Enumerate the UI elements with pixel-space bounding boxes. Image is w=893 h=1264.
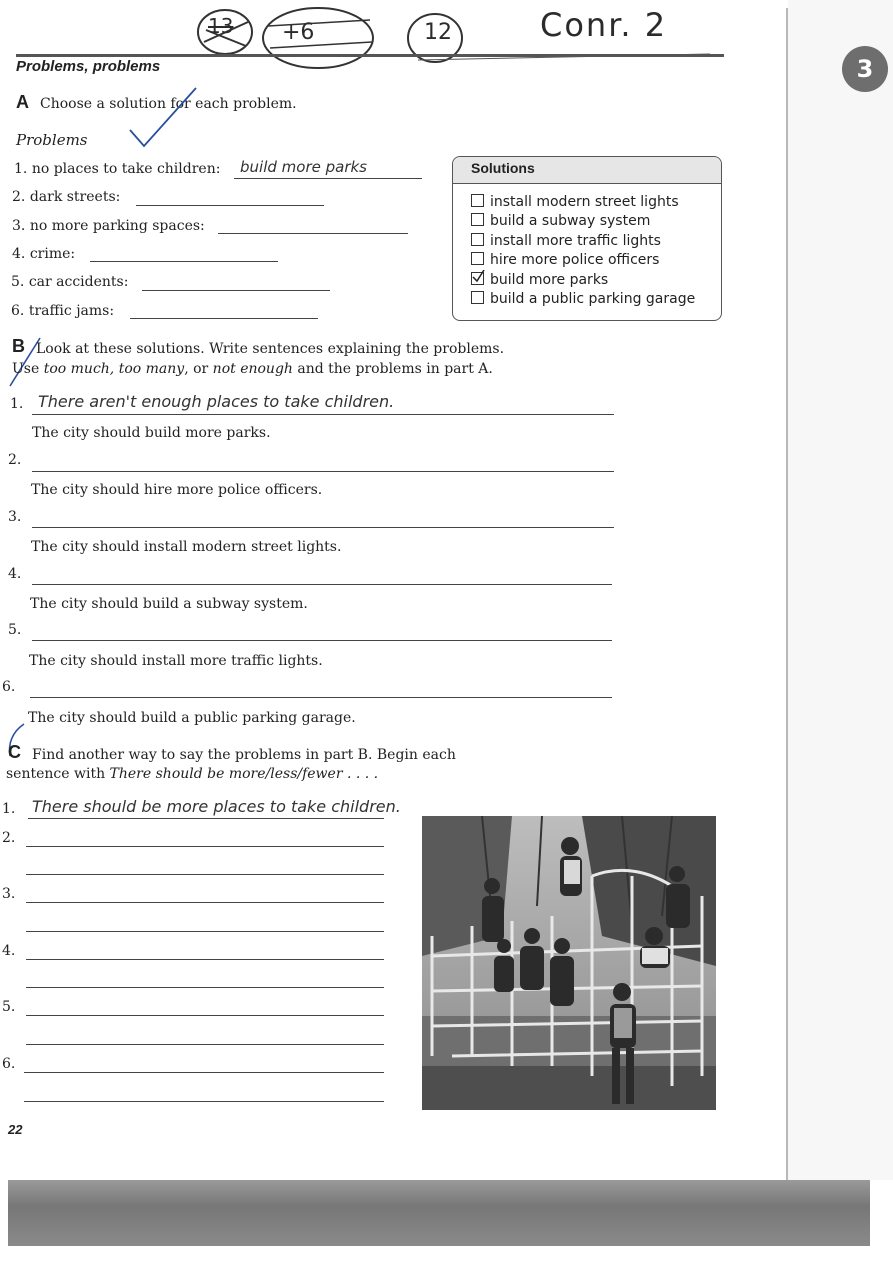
page-edge <box>786 8 788 1180</box>
b-item-1-answer: There aren't enough places to take children. <box>38 392 395 411</box>
section-c-letter: C <box>8 742 21 762</box>
b-item-2-solution: The city should hire more police officers. <box>31 482 323 498</box>
scan-shadow-band <box>8 1180 870 1246</box>
c-item-2-line-b[interactable] <box>26 874 384 875</box>
problem-2-answer-line[interactable] <box>136 205 324 206</box>
c-item-6-line-b[interactable] <box>24 1101 384 1102</box>
problem-1: 1. no places to take children: <box>14 161 221 177</box>
checkbox[interactable] <box>471 213 484 226</box>
c-item-3-line-a[interactable] <box>26 902 384 903</box>
c-item-1-line[interactable] <box>28 818 384 819</box>
c-item-4-num: 4. <box>2 943 16 959</box>
adjacent-page-margin <box>788 0 893 1180</box>
c-item-6-num: 6. <box>2 1056 16 1072</box>
section-c-instruction-line2: sentence with There should be more/less/fewer . . . . <box>6 766 379 782</box>
check-mark-icon <box>128 86 200 150</box>
b-item-1-solution: The city should build more parks. <box>32 425 271 441</box>
solutions-header <box>453 157 721 184</box>
b-item-6-line[interactable] <box>30 697 612 698</box>
checkbox[interactable] <box>471 252 484 265</box>
solutions-box <box>452 156 722 321</box>
b-item-3-num: 3. <box>8 509 22 525</box>
solution-item[interactable]: hire more police officers <box>471 252 659 268</box>
c-item-4-line-b[interactable] <box>26 987 384 988</box>
b-item-5-line[interactable] <box>32 640 612 641</box>
problem-5-answer-line[interactable] <box>142 290 330 291</box>
hand-score-3: 12 <box>424 20 452 45</box>
b-item-4-line[interactable] <box>32 584 612 585</box>
b-item-5-num: 5. <box>8 622 22 638</box>
checkbox-checked[interactable] <box>471 272 484 285</box>
checkbox[interactable] <box>471 194 484 207</box>
checkbox[interactable] <box>471 291 484 304</box>
b-item-2-line[interactable] <box>32 471 614 472</box>
problems-heading: Problems <box>16 131 88 149</box>
hand-score-2: +6 <box>282 20 315 45</box>
problem-1-answer-line[interactable] <box>234 178 422 179</box>
problem-4: 4. crime: <box>12 246 76 262</box>
b-item-1-num: 1. <box>10 396 24 412</box>
c-item-5-num: 5. <box>2 999 16 1015</box>
problem-5: 5. car accidents: <box>11 274 129 290</box>
section-a-instruction: Choose a solution for each problem. <box>40 96 297 112</box>
solution-item[interactable]: build a subway system <box>471 213 650 229</box>
c-item-3-line-b[interactable] <box>26 931 384 932</box>
checkmark-icon <box>472 270 485 283</box>
unit-number-badge: 3 <box>842 46 888 92</box>
page-number: 22 <box>8 1122 23 1137</box>
section-a-letter: A <box>16 92 29 112</box>
section-b-instruction-line2: Use too much, too many, or not enough and the problems in part A. <box>12 361 493 377</box>
solution-item[interactable]: install more traffic lights <box>471 233 661 249</box>
section-b-instruction-line1: Look at these solutions. Write sentences explaining the problems. <box>36 341 505 357</box>
c-item-2-line-a[interactable] <box>26 846 384 847</box>
problem-3-answer-line[interactable] <box>218 233 408 234</box>
b-item-4-solution: The city should build a subway system. <box>30 596 308 612</box>
checkbox[interactable] <box>471 233 484 246</box>
c-item-5-line-a[interactable] <box>26 1015 384 1016</box>
b-item-5-solution: The city should install more traffic lights. <box>29 653 323 669</box>
problem-1-answer: build more parks <box>240 158 367 176</box>
header-rule <box>16 54 724 57</box>
playground-illustration <box>422 816 716 1110</box>
solution-item[interactable]: build a public parking garage <box>471 291 695 307</box>
solution-item[interactable]: install modern street lights <box>471 194 679 210</box>
problem-6: 6. traffic jams: <box>11 303 115 319</box>
section-c-instruction-line1: Find another way to say the problems in part B. Begin each <box>32 747 456 763</box>
b-item-6-num: 6. <box>2 679 16 695</box>
hand-score-1: 13 <box>208 14 234 38</box>
problem-3: 3. no more parking spaces: <box>12 218 205 234</box>
playground-photo <box>422 816 716 1110</box>
solutions-heading: Solutions <box>471 160 535 176</box>
c-item-4-line-a[interactable] <box>26 959 384 960</box>
c-item-2-num: 2. <box>2 830 16 846</box>
section-b-letter: B <box>12 336 25 356</box>
hand-note: Conr. 2 <box>540 6 668 44</box>
b-item-2-num: 2. <box>8 452 22 468</box>
solution-item[interactable]: build more parks <box>471 272 608 288</box>
c-item-1-num: 1. <box>2 801 16 817</box>
problem-4-answer-line[interactable] <box>90 261 278 262</box>
page-title: Problems, problems <box>16 58 161 75</box>
c-item-6-line-a[interactable] <box>24 1072 384 1073</box>
problem-2: 2. dark streets: <box>12 189 121 205</box>
problem-6-answer-line[interactable] <box>130 318 318 319</box>
b-item-1-line[interactable] <box>32 414 614 415</box>
b-item-4-num: 4. <box>8 566 22 582</box>
b-item-3-line[interactable] <box>32 527 614 528</box>
b-item-6-solution: The city should build a public parking garage. <box>28 710 356 726</box>
b-item-3-solution: The city should install modern street lights. <box>31 539 342 555</box>
c-item-1-answer: There should be more places to take children. <box>32 797 401 816</box>
c-item-5-line-b[interactable] <box>26 1044 384 1045</box>
c-item-3-num: 3. <box>2 886 16 902</box>
